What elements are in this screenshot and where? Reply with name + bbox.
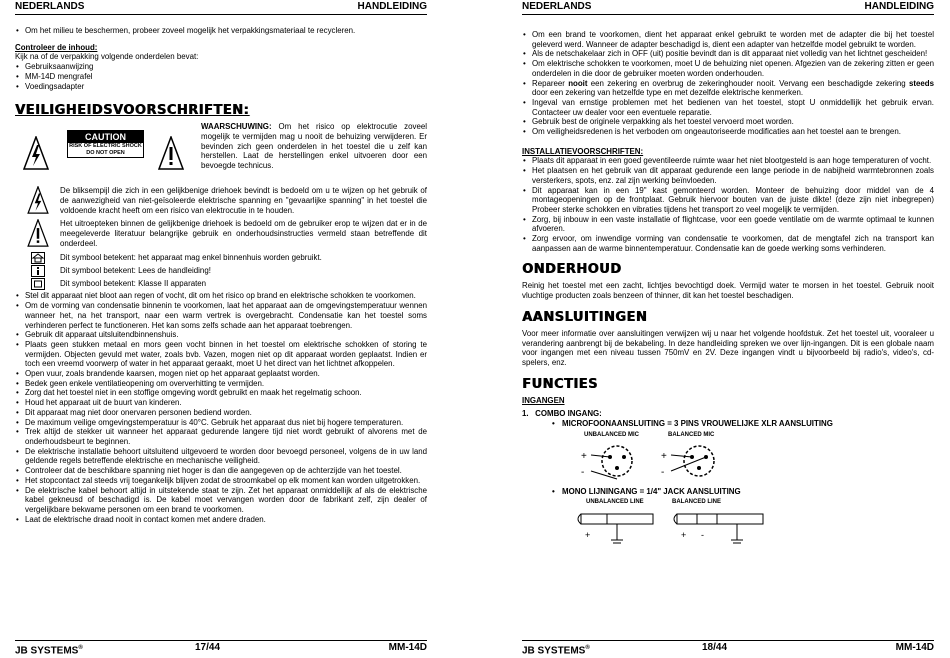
functions-heading: FUNCTIES: [522, 376, 598, 392]
list-item: • Houd het apparaat uit de buurt van kinderen.: [15, 398, 427, 408]
symbol2-text: Dit symbool betekent: Lees de handleiding!: [60, 266, 211, 276]
list-item: • Dit apparaat kan in een 19" kast gemonteerd worden. Monteer de behuizing door middel van de 4 montageopeningen op de frontplaat. Gebruik hiervoor bouten van de juiste dikte! (deze zijn niet inbegrepen) Probeer sterke schokken en vibraties tijdens het transport zo veel mogelijk te vermijden.: [522, 186, 934, 215]
page-footer: [522, 640, 934, 655]
list-item: • Trek altijd de stekker uit wanneer het apparaat gedurende langere tijd niet wordt gebruikt of alvorens met de onderhoudsbeurt te beginnen.: [15, 427, 427, 446]
safety-list: [15, 291, 427, 524]
manual-symbol-row: [15, 265, 427, 278]
balanced-line-label: BALANCED LINE: [672, 498, 721, 505]
svg-text:+: +: [585, 529, 591, 540]
repair-post: door een zekering van hetzelfde type en met dezelfde elektrische kenmerken.: [532, 88, 804, 98]
exclamation-icon: [158, 136, 184, 170]
registered-mark: ®: [585, 645, 590, 651]
svg-text:+: +: [581, 450, 587, 462]
jack-connector-icon: [577, 506, 777, 552]
right-page: [522, 0, 934, 657]
jack-diagram: [522, 497, 934, 555]
svg-text:+: +: [681, 529, 687, 540]
left-page: [15, 0, 427, 657]
mic-connection-item: • MICROFOONAANSLUITING = 3 PINS VROUWELIJKE XLR AANSLUITING: [522, 419, 934, 429]
list-item: • Gebruik dit apparaat uitsluitendbinnenshuis.: [15, 330, 427, 340]
warning-body: Om het risico op elektrocutie zoveel mogelijk te vermijden mag u nooit de behuizing verwijderen. Er bevinden zich geen onderdelen in het toestel die u zelf kan herstellen. Laat de herstellingen enkel uitvoeren door een bevoegde technicus.: [201, 122, 427, 171]
list-item: • MM-14D mengrafel: [15, 72, 427, 82]
unbalanced-line-label: UNBALANCED LINE: [586, 498, 644, 505]
list-item: • Het plaatsen en het gebruik van dit apparaat gedurende een lange periode in de nabijheid warmtebronnen zoals versterkers, spots, enz. zal zijn werking beïnvloeden.: [522, 166, 934, 185]
svg-text:-: -: [661, 466, 665, 478]
lightning-icon: [27, 186, 49, 214]
list-item: • Ingeval van ernstige problemen met het bedienen van het toestel, stopt U onmiddellijk het gebruik ervan. Contacteer uw dealer voor een eventuele reparatie.: [522, 98, 934, 117]
list-item: • Dit apparaat mag niet door onervaren personen bediend worden.: [15, 408, 427, 418]
svg-text:+: +: [661, 450, 667, 462]
repair-pre: Repareer: [532, 78, 569, 88]
caution-sub2: DO NOT OPEN: [86, 150, 125, 157]
maintenance-text: Reinig het toestel met een zacht, lichtjes bevochtigd doek. Vermijd water te morsen in het toestel. Gebruik nooit vluchtige producten zoals benzeen of thinner, dit kan het toestel beschadigen.: [522, 281, 934, 301]
exclamation-icon: [27, 219, 49, 247]
list-item: • Gebruiksaanwijzing: [15, 62, 427, 72]
list-item: • Bedek geen enkele ventilatieopening om oververhitting te vermijden.: [15, 379, 427, 389]
caution-sub1: RISK OF ELECTRIC SHOCK: [69, 143, 142, 150]
warning-text: [201, 122, 427, 171]
intro-bullet: • Om het milieu te beschermen, probeer zoveel mogelijk het verpakkingsmateriaal te recycleren.: [15, 26, 427, 36]
connections-text: Voor meer informatie over aansluitingen verwijzen wij u naar het volgende hoofdstuk. Zet het toestel uit, vooraleer u verandering aanbrengt bij de bekabeling. In deze handleiding spreken we over lijn-ingangen. Dit is een globale naam voor ingangen met een niveau tussen 750mV en 2V. Deze ingangen vindt u bijvoorbeeld bij radio's, video's, cd-spelers, enz.: [522, 328, 934, 367]
page-footer: [15, 640, 427, 655]
safety-heading: VEILIGHEIDSVOORSCHRIFTEN:: [15, 103, 250, 119]
list-item: • Om veiligheidsredenen is het verboden om ongeautoriseerde modificaties aan het toestel aan te brengen.: [522, 127, 934, 137]
line-connection-item: • MONO LIJNINGANG = 1/4" JACK AANSLUITING: [522, 487, 934, 497]
class2-symbol-row: [15, 278, 427, 291]
page-header: [15, 0, 427, 15]
exclamation-text: Het uitroepteken binnen de gelijkbenige driehoek is bedoeld om de gebruiker erop te wijzen dat er in de meegeleverde literatuur belangrijke gebruik en onderhoudsinstructies vermeld staan betreffende dit onderdeel.: [60, 219, 427, 248]
header-title: HANDLEIDING: [357, 1, 427, 12]
header-title: HANDLEIDING: [864, 1, 934, 12]
unbalanced-mic-label: UNBALANCED MIC: [584, 431, 639, 438]
install-title: INSTALLATIEVOORSCHRIFTEN:: [522, 146, 644, 156]
contents-title: Controleer de inhoud:: [15, 42, 98, 52]
caution-block: [15, 122, 427, 186]
balanced-mic-label: BALANCED MIC: [668, 431, 715, 438]
list-item: • Laat de elektrische draad nooit in contact komen met andere draden.: [15, 515, 427, 525]
svg-text:-: -: [581, 466, 585, 478]
footer-model: MM-14D: [388, 642, 427, 653]
symbol1-text: Dit symbool betekent: het apparaat mag enkel binnenhuis worden gebruikt.: [60, 253, 322, 263]
house-icon: [31, 252, 45, 264]
list-item: • Voedingsadapter: [15, 82, 427, 92]
xlr-connector-icon: [577, 439, 767, 487]
list-item: • Zorg ervoor, om inwendige vorming van condensatie te voorkomen, dat de mengtafel zich na transport kan aanpassen aan de warme binnentemperatuur. Condensatie kan de goede werking soms verhinderen.: [522, 234, 934, 253]
repair-mid: een zekering en overbrug de zekeringhouder nooit. Vervang een beschadigde zekering: [587, 78, 909, 88]
caution-label: [67, 130, 144, 158]
list-item: • Plaats geen stukken metaal en mors geen vocht binnen in het toestel om elektrische schokken of storing te vermijden. Objecten gevuld met water, zoals bvb. Vazen, mogen niet op dit apparaat worden geplaatst. Indien er toch een vreemd voorwerp of water in het apparaat geraakt, moet U het direct van het lichtnet afkoppelen.: [15, 340, 427, 369]
symbol3-text: Dit symbool betekent: Klasse II apparaten: [60, 279, 207, 289]
lightning-explanation: [15, 186, 427, 215]
repair-never: nooit: [568, 78, 588, 88]
combo-title: [522, 409, 934, 419]
safety-list-continued: [522, 30, 934, 137]
xlr-diagram: [522, 429, 934, 487]
combo-number: 1.: [522, 409, 529, 419]
list-item: • Om een brand te voorkomen, dient het apparaat enkel gebruikt te worden met de adapter die bij het toestel geleverd werd. Wanneer de adapter beschadigd is, dient een adapter van hetzelfde model gebruikt te worden.: [522, 30, 934, 49]
contents-list: [15, 62, 427, 91]
combo-label: COMBO INGANG:: [535, 409, 602, 419]
footer-brand: [15, 641, 83, 658]
exclamation-explanation: [15, 219, 427, 248]
list-item: • Het stopcontact zal steeds vrij toegankelijk blijven zodat de stroomkabel op elk moment kan worden uitgetrokken.: [15, 476, 427, 486]
left-content: [15, 26, 427, 524]
list-item: • Plaats dit apparaat in een goed geventileerde ruimte waar het niet blootgesteld is aan hoge temperaturen of vocht.: [522, 156, 934, 166]
header-language: NEDERLANDS: [522, 1, 592, 12]
page-header: [522, 0, 934, 15]
svg-text:-: -: [701, 529, 704, 540]
list-item: • Stel dit apparaat niet bloot aan regen of vocht, dit om het risico op brand en elektrische schokken te voorkomen.: [15, 291, 427, 301]
footer-brand: [522, 641, 590, 658]
double-square-icon: [31, 278, 45, 290]
brand-text: JB SYSTEMS: [522, 645, 586, 657]
list-item: • Als de netschakelaar zich in OFF (uit) positie bevindt dan is dit apparaat niet volledig van het lichtnet gescheiden!: [522, 49, 934, 59]
repair-always: steeds: [908, 78, 934, 88]
list-item: • Zorg, bij inbouw in een vaste installatie of flightcase, voor een goede ventilatie om de warmte optimaal te kunnen afvoeren.: [522, 215, 934, 234]
brand-text: JB SYSTEMS: [15, 645, 79, 657]
caution-title: CAUTION: [68, 131, 143, 143]
manual-icon: [31, 265, 45, 277]
warning-label: WAARSCHUWING:: [201, 122, 272, 132]
maintenance-heading: ONDERHOUD: [522, 262, 622, 278]
list-item: • Controleer dat de beschikbare spanning niet hoger is dan die aangegeven op de achterzijde van het toestel.: [15, 466, 427, 476]
list-item: [522, 79, 934, 98]
list-item: • Zorg dat het toestel niet in een stoffige omgeving wordt gebruikt en maak het regelmatig schoon.: [15, 388, 427, 398]
page-number: 18/44: [702, 642, 728, 653]
install-list: [522, 156, 934, 253]
list-item: • De elektrische installatie behoort uitsluitend uitgevoerd te worden door bevoegd personeel, volgens de in uw land geldende regels betreffende elektrische en mechanische veiligheid.: [15, 447, 427, 466]
list-item: • Open vuur, zoals brandende kaarsen, mogen niet op het apparaat geplaatst worden.: [15, 369, 427, 379]
connections-heading: AANSLUITINGEN: [522, 309, 648, 325]
lightning-icon: [23, 136, 49, 170]
list-item: • Om elektrische schokken te voorkomen, moet U de behuizing niet openen. Afgezien van de zekering zitten er geen onderdelen in die door de gebruiker moeten worden onderhouden.: [522, 59, 934, 78]
registered-mark: ®: [78, 645, 83, 651]
list-item: • Gebruik best de originele verpakking als het toestel vervoerd moet worden.: [522, 117, 934, 127]
footer-model: MM-14D: [895, 642, 934, 653]
list-item: • Om de vorming van condensatie binnenin te voorkomen, laat het apparaat aan de omgevingstemperatuur wennen wanneer het, na het transport, naar een warm vertrek is overgebracht. Condensatie kan het toestel soms verhinderen perfect te functioneren. Het kan soms zelfs schade aan het apparaat toebrengen.: [15, 301, 427, 330]
list-item: • De elektrische kabel behoort altijd in uitstekende staat te zijn. Zet het apparaat onmiddellijk af als de elektrische kabel gekneusd of beschadigd is. De kabel moet vervangen worden door de fabrikant zelf, zijn dealer of vergelijkbare bekwame personen om een brand te voorkomen.: [15, 486, 427, 515]
list-item: • De maximum veilige omgevingstemperatuur is 40°C. Gebruik het apparaat dus niet bij hogere temperaturen.: [15, 418, 427, 428]
lightning-text: De bliksempijl die zich in een gelijkbenige driehoek bevindt is bedoeld om u te wijzen op het gebruik of de aanwezigheid van niet-geïsoleerde elektrische spanning en "gevaarlijke spanning" in het toestel die voldoende kracht heeft om een risico van elektrocutie in te houden.: [60, 186, 427, 215]
contents-intro: Kijk na of de verpakking volgende onderdelen bevat:: [15, 52, 199, 62]
page-number: 17/44: [195, 642, 221, 653]
right-content: [522, 30, 934, 555]
inputs-title: INGANGEN: [522, 395, 565, 405]
header-language: NEDERLANDS: [15, 1, 85, 12]
indoor-symbol-row: [15, 252, 427, 265]
